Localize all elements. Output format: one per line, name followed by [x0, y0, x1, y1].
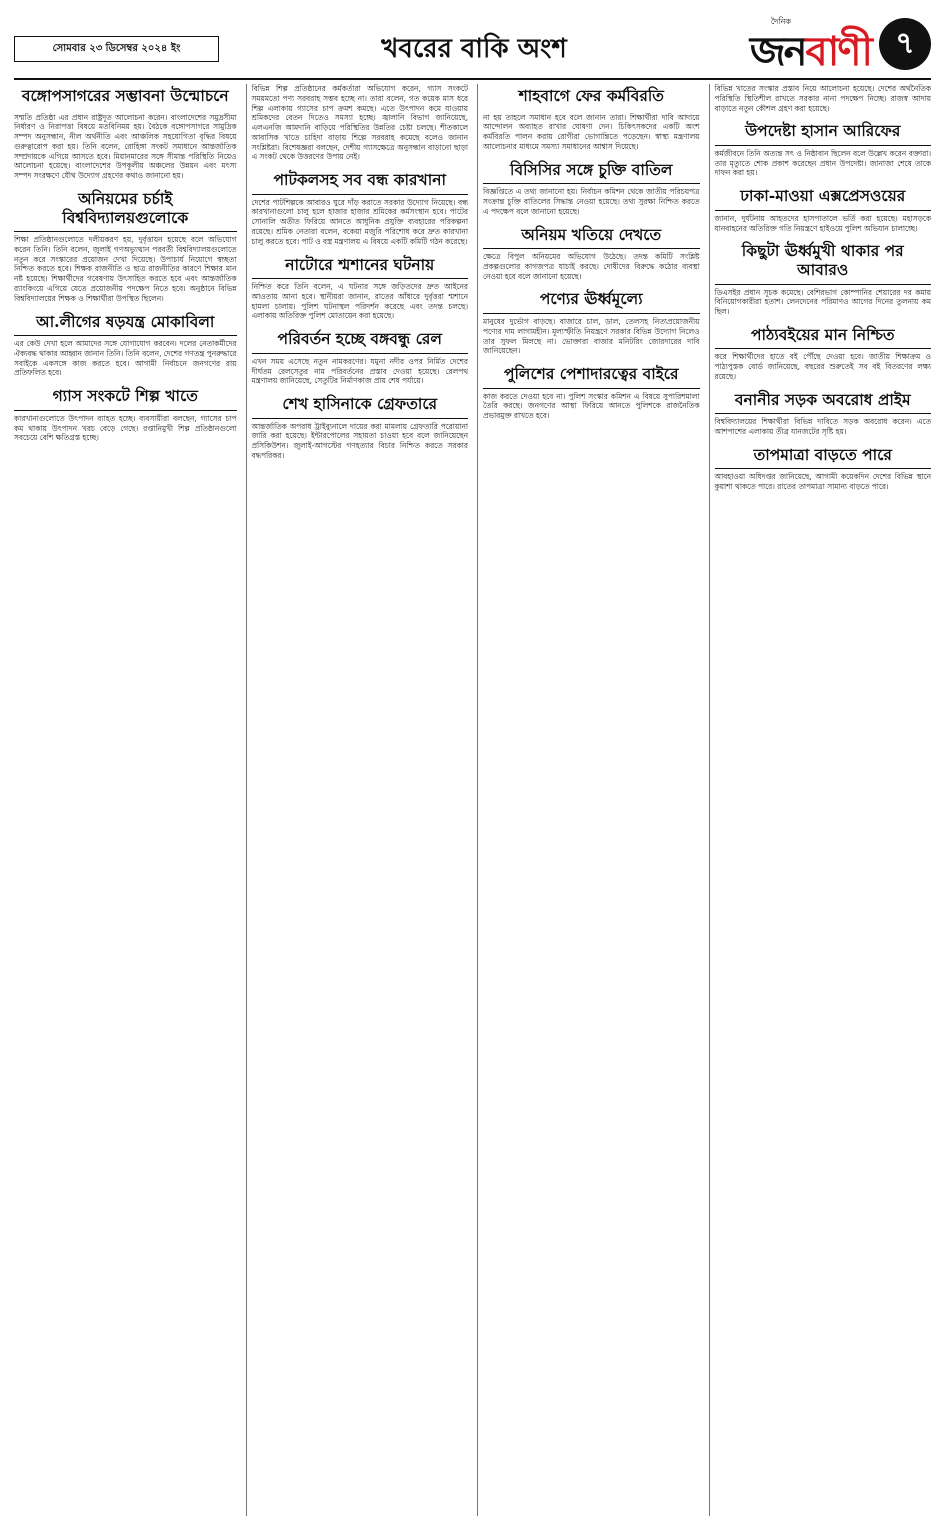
- article-body: করে শিক্ষার্থীদের হাতে বই পৌঁছে দেওয়া হবে। জাতীয় শিক্ষাক্রম ও পাঠ্যপুস্তক বোর্ড জানিয়েছে, বছরের শুরুতেই সব বই বিতরণের লক্ষ্য রয়েছে।: [714, 352, 931, 381]
- article: [715, 84, 932, 113]
- article: [715, 239, 932, 316]
- article-body: কারখানাগুলোতে উৎপাদন ব্যাহত হচ্ছে। ব্যবসায়ীরা বলছেন, গ্যাসের চাপ কম থাকায় উৎপাদন খরচ বেড়ে গেছে। রপ্তানিমুখী শিল্প প্রতিষ্ঠানগুলো সবচেয়ে বেশি ক্ষতিগ্রস্ত হচ্ছে।: [14, 413, 237, 443]
- article-headline: বিসিসির সঙ্গে চুক্তি বাতিল: [483, 158, 700, 185]
- article: [715, 184, 932, 233]
- article: [14, 187, 237, 304]
- article: [483, 223, 700, 282]
- article-headline: বঙ্গোপসাগরের সম্ভাবনা উন্মোচনে: [21, 86, 229, 105]
- article: [483, 362, 700, 421]
- article-body: শিক্ষা প্রতিষ্ঠানগুলোতে দলীয়করণ হয়, দুর্বৃত্তায়ন হয়েছে বলে অভিযোগ করেন তিনি। তিনি বলেন, জুলাই গণঅভ্যুত্থান পরবর্তী বিশ্ববিদ্যালয়গুলোতে নতুন করে সংস্কারের প্রয়োজন দেখা দিয়েছে। উপাচার্য নিয়োগে স্বচ্ছতা নিশ্চিত করতে হবে। শিক্ষক রাজনীতি ও ছাত্র রাজনীতির কারণে শিক্ষার মান নষ্ট হয়েছে। শিক্ষার্থীদের গবেষণায় উৎসাহিত করতে হবে এবং আন্তর্জাতিক র‍্যাংকিংয়ে এগিয়ে যেতে প্রয়োজনীয় পদক্ষেপ নিতে হবে। অনুষ্ঠানে বিভিন্ন বিশ্ববিদ্যালয়ের শিক্ষক ও শিক্ষার্থীরা উপস্থিত ছিলেন।: [14, 235, 237, 303]
- article-headline: বনানীর সড়ক অবরোধ প্রাইম: [715, 388, 932, 415]
- article-headline: পণ্যের ঊর্ধ্বমূল্যে: [483, 287, 700, 314]
- article-body: ডিএসইর প্রধান সূচক কমেছে। বেশিরভাগ কোম্পানির শেয়ারের দর কমায় বিনিয়োগকারীরা হতাশ। লেনদেনের পরিমাণও আগের দিনের তুলনায় কম ছিল।: [714, 287, 931, 317]
- article-body: জানান, দুর্ঘটনায় আহতদের হাসপাতালে ভর্তি করা হয়েছে। মহাসড়কে যানবাহনের অতিরিক্ত গতি নিয়ন্ত্রণে হাইওয়ে পুলিশ অভিযান চালাচ্ছে।: [714, 213, 931, 233]
- article: [14, 310, 237, 379]
- article-headline: অনিয়মের চর্চাই বিশ্ববিদ্যালয়গুলোকে: [14, 187, 237, 232]
- article-headline: নাটোরে শ্মশানের ঘটনায়: [252, 253, 469, 280]
- article: [252, 253, 469, 322]
- article-body: সম্মতি প্রতিষ্ঠা এর প্রধান রাষ্ট্রদূত আলোচনা করেন। বাংলাদেশের সমুদ্রসীমা নির্ধারণ ও নিরাপত্তা বিষয়ে মতবিনিময় হয়। বৈঠকে বঙ্গোপসাগরে সামুদ্রিক সম্পদ অনুসন্ধান, নীল অর্থনীতি এবং আঞ্চলিক সহযোগিতা বৃদ্ধির বিষয়ে গুরুত্বারোপ করা হয়। তিনি বলেন, রোহিঙ্গা সংকট সমাধানে আন্তর্জাতিক সম্প্রদায়কে এগিয়ে আসতে হবে। মিয়ানমারের সঙ্গে সীমান্ত পরিস্থিতি নিয়েও আলোচনা হয়েছে। বাংলাদেশের উপকূলীয় অঞ্চলের উন্নয়ন এবং মৎস্য সম্পদ সংরক্ষণে যৌথ উদ্যোগ গ্রহণের কথাও জানানো হয়।: [14, 112, 237, 181]
- article: [483, 287, 700, 356]
- article-body: আবহাওয়া অধিদপ্তর জানিয়েছে, আগামী কয়েকদিন দেশের বিভিন্ন স্থানে কুয়াশা থাকতে পারে। রাতের তাপমাত্রা সামান্য বাড়তে পারে।: [714, 472, 931, 492]
- article-headline: ঢাকা-মাওয়া এক্সপ্রেসওয়ের: [715, 184, 932, 211]
- article-headline: উপদেষ্টা হাসান আরিফের: [715, 119, 932, 146]
- newspaper-logo: জনবাণী: [749, 28, 871, 75]
- article-headline: পরিবর্তন হচ্ছে বঙ্গবন্ধু রেল: [252, 327, 469, 354]
- header-rule: [14, 78, 931, 80]
- article: [715, 443, 932, 492]
- article: [252, 84, 469, 162]
- page-number: ৭: [879, 18, 931, 70]
- article-body: কর্মজীবনে তিনি অত্যন্ত সৎ ও নিষ্ঠাবান ছিলেন বলে উল্লেখ করেন বক্তারা। তার মৃত্যুতে শোক প্রকাশ করেছেন প্রধান উপদেষ্টা। জানাজা শেষে তাকে দাফন করা হয়।: [714, 148, 931, 178]
- article: [14, 84, 237, 181]
- article-body: কাজ করতে দেওয়া হবে না। পুলিশ সংস্কার কমিশন এ বিষয়ে সুপারিশমালা তৈরি করছে। জনগণের আস্থা ফিরিয়ে আনতে পুলিশকে রাজনৈতিক প্রভাবমুক্ত রাখতে হবে।: [483, 391, 700, 421]
- article-body: মানুষের দুর্ভোগ বাড়ছে। বাজারে চাল, ডাল, তেলসহ নিত্যপ্রয়োজনীয় পণ্যের দাম লাগামহীন। মূল্যস্ফীতি নিয়ন্ত্রণে সরকার বিভিন্ন উদ্যোগ নিলেও তার সুফল মিলছে না। ভোক্তারা বাজার মনিটরিং জোরদারের দাবি জানিয়েছেন।: [483, 317, 700, 356]
- article-headline: তাপমাত্রা বাড়তে পারে: [715, 443, 932, 470]
- column-3: [477, 84, 700, 1516]
- article-headline: পাটকলসহ সব বন্ধ কারখানা: [252, 168, 469, 195]
- article: [715, 388, 932, 437]
- article-body: আন্তর্জাতিক অপরাধ ট্রাইব্যুনালে দায়ের করা মামলায় গ্রেফতারি পরোয়ানা জারি করা হয়েছে। ইন্টারপোলের সহায়তা চাওয়া হবে বলে জানিয়েছেন প্রসিকিউশন। জুলাই-আগস্টের গণহত্যার বিচার নিশ্চিত করতে সরকার বদ্ধপরিকর।: [251, 421, 468, 460]
- issue-date: সোমবার ২৩ ডিসেম্বর ২০২৪ ইং: [14, 36, 219, 62]
- article-body: বিভিন্ন শিল্প প্রতিষ্ঠানের কর্মকর্তারা অভিযোগ করেন, গ্যাস সংকটে সময়মতো পণ্য সরবরাহ সম্ভব হচ্ছে না। তারা বলেন, গত কয়েক মাস ধরে শিল্প এলাকায় গ্যাসের চাপ ক্রমশ কমছে। এতে উৎপাদন কমে যাওয়ায় শ্রমিকদের বেতন দিতেও সমস্যা হচ্ছে। জ্বালানি বিভাগ জানিয়েছে, এলএনজি আমদানি বাড়িয়ে পরিস্থিতির উন্নতির চেষ্টা চলছে। শীতকালে আবাসিক খাতে চাহিদা বাড়ায় শিল্পে সরবরাহ কমেছে বলেও জানান সংশ্লিষ্টরা। বিশেষজ্ঞরা বলছেন, দেশীয় গ্যাসক্ষেত্রে অনুসন্ধান বাড়ানো ছাড়া এ সংকট থেকে উত্তরণের উপায় নেই।: [251, 84, 468, 162]
- article: [715, 119, 932, 178]
- article: [483, 158, 700, 217]
- article-headline: পুলিশের পেশাদারত্বের বাইরে: [483, 362, 700, 389]
- article-body: না হয় তাহলে সমাধান হবে বলে জানান তারা। শিক্ষার্থীরা দাবি আদায়ে আন্দোলন অব্যাহত রাখার ঘোষণা দেন। চিকিৎসকদের একটি অংশ কর্মবিরতি পালন করায় রোগীরা ভোগান্তিতে পড়েছেন। স্বাস্থ্য মন্ত্রণালয় আলোচনার মাধ্যমে সমস্যা সমাধানের আশ্বাস দিয়েছে।: [483, 112, 700, 151]
- article-headline: শাহবাগে ফের কর্মবিরতি: [518, 86, 664, 105]
- article-body: এখন সময় এসেছে নতুন নামকরণের। যমুনা নদীর ওপর নির্মিত দেশের দীর্ঘতম রেলসেতুর নাম পরিবর্তনের প্রস্তাব দেওয়া হয়েছে। রেলপথ মন্ত্রণালয় জানিয়েছে, সেতুটির নির্মাণকাজ প্রায় শেষ পর্যায়ে।: [251, 356, 468, 386]
- article: [14, 384, 237, 443]
- article-body: ক্ষেত্রে বিপুল অনিয়মের অভিযোগ উঠেছে। তদন্ত কমিটি সংশ্লিষ্ট প্রকল্পগুলোর কাগজপত্র যাচাই করছে। দোষীদের বিরুদ্ধে কঠোর ব্যবস্থা নেওয়া হবে বলে জানানো হয়েছে।: [483, 252, 700, 281]
- article-body: বিজ্ঞপ্তিতে এ তথ্য জানানো হয়। নির্বাচন কমিশন থেকে জাতীয় পরিচয়পত্র সংক্রান্ত চুক্তি বাতিলের সিদ্ধান্ত নেওয়া হয়েছে। তথ্য সুরক্ষা নিশ্চিত করতে এ পদক্ষেপ বলে জানানো হয়েছে।: [483, 187, 700, 216]
- column-4: [709, 84, 932, 1516]
- article-body: বিভিন্ন খাতের সংস্কার প্রস্তাব নিয়ে আলোচনা হয়েছে। দেশের অর্থনৈতিক পরিস্থিতি স্থিতিশীল রাখতে সরকার নানা পদক্ষেপ নিচ্ছে। রাজস্ব আদায় বাড়াতে নতুন কৌশল গ্রহণ করা হয়েছে।: [714, 84, 931, 113]
- column-1: [14, 84, 237, 1516]
- section-title: খবরের বাকি অংশ: [381, 34, 567, 64]
- article: [715, 323, 932, 382]
- article: [252, 168, 469, 246]
- article-headline: শেখ হাসিনাকে গ্রেফতারে: [252, 392, 469, 419]
- article-headline: পাঠ্যবইয়ের মান নিশ্চিত: [715, 323, 932, 350]
- brand-prefix: দৈনিক: [770, 17, 791, 26]
- article-headline: গ্যাস সংকটে শিল্প খাতে: [14, 384, 237, 411]
- article-body: এর কেউ দেখা হলে আমাদের সঙ্গে যোগাযোগ করবেন। দলের নেতাকর্মীদের ঐক্যবদ্ধ থাকার আহ্বান জানান তিনি। তিনি বলেন, দেশের গণতন্ত্র পুনরুদ্ধারে সবাইকে একসঙ্গে কাজ করতে হবে। আগামী নির্বাচনে জনগণের রায় প্রতিফলিত হবে।: [14, 339, 237, 378]
- article-headline: আ.লীগের ষড়যন্ত্র মোকাবিলা: [14, 310, 237, 337]
- article: [483, 84, 700, 152]
- article-headline: অনিয়ম খতিয়ে দেখতে: [483, 223, 700, 250]
- article: [252, 392, 469, 461]
- article: [252, 327, 469, 386]
- article-body: নিশ্চিত করে তিনি বলেন, এ ঘটনার সঙ্গে জড়িতদের দ্রুত আইনের আওতায় আনা হবে। স্থানীয়রা জানান, রাতের আঁধারে দুর্বৃত্তরা শ্মশানে হামলা চালায়। পুলিশ ঘটনাস্থল পরিদর্শন করেছে এবং তদন্ত চলছে। এলাকায় অতিরিক্ত পুলিশ মোতায়েন করা হয়েছে।: [251, 282, 468, 321]
- masthead: [14, 14, 931, 74]
- article-body: বিশ্ববিদ্যালয়ের শিক্ষার্থীরা বিভিন্ন দাবিতে সড়ক অবরোধ করেন। এতে আশপাশের এলাকায় তীব্র যানজটের সৃষ্টি হয়।: [714, 417, 931, 437]
- article-body: দেশের পাটশিল্পকে আবারও ঘুরে দাঁড় করাতে সরকার উদ্যোগ নিয়েছে। বন্ধ কারখানাগুলো চালু হলে হাজার হাজার শ্রমিকের কর্মসংস্থান হবে। পাটের সোনালি অতীত ফিরিয়ে আনতে আধুনিক প্রযুক্তি ব্যবহারের পরিকল্পনা রয়েছে। শ্রমিক নেতারা বলেন, বকেয়া মজুরি পরিশোধ করে দ্রুত কারখানা চালু করতে হবে। পাট ও বস্ত্র মন্ত্রণালয় এ বিষয়ে একটি কমিটি গঠন করেছে।: [251, 197, 468, 246]
- article-columns: [14, 84, 931, 1516]
- article-headline: কিছুটা ঊর্ধ্বমুখী থাকার পর আবারও: [715, 239, 932, 284]
- column-2: [246, 84, 469, 1516]
